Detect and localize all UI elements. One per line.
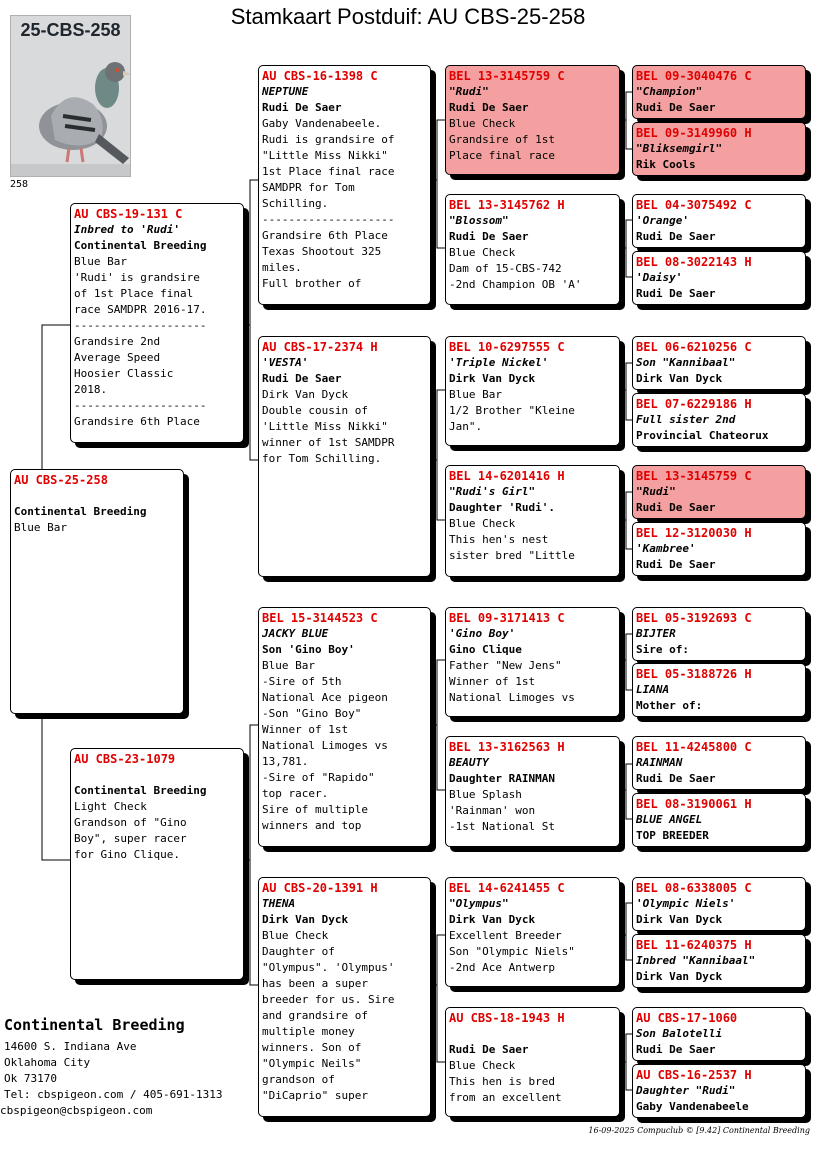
note-line: 'Rainman' won	[449, 804, 536, 817]
breeder: Gino Clique	[449, 643, 522, 656]
pigeon-name: 'Gino Boy'	[449, 627, 516, 640]
note-line: breeder for us. Sire	[262, 993, 395, 1006]
pigeon-name: Son Balotelli	[636, 1027, 723, 1040]
note-line: winners. Son of	[262, 1041, 362, 1054]
note-line: Grandsire of 1st	[449, 133, 555, 146]
note-line: Jan".	[449, 420, 483, 433]
note-line: -1st National St	[449, 820, 555, 833]
note-line: SAMDPR for Tom	[262, 181, 355, 194]
breeder: Sire of:	[636, 643, 689, 656]
pigeon-name: "Champion"	[636, 85, 703, 98]
g4-card-4[interactable]	[632, 251, 806, 305]
note-line: "Little Miss Nikki"	[262, 149, 388, 162]
ring-number: AU CBS-25-258	[14, 473, 108, 487]
blank-line	[14, 488, 180, 504]
note-line: Blue Check	[449, 1059, 516, 1072]
note-line: top racer.	[262, 787, 329, 800]
note-line: Excellent Breeder	[449, 929, 562, 942]
pigeon-name: LIANA	[636, 683, 670, 696]
ring-number: BEL 09-3040476 C	[636, 69, 752, 83]
ring-number: AU CBS-16-2537 H	[636, 1068, 752, 1082]
pigeon-name: Son "Kannibaal"	[636, 356, 736, 369]
pigeon-name: 'VESTA'	[262, 356, 309, 369]
note-line: winner of 1st SAMDPR	[262, 436, 395, 449]
pigeon-name: Daughter "Rudi"	[636, 1084, 736, 1097]
ring-number: AU CBS-17-1060	[636, 1011, 738, 1025]
g4-card-3[interactable]	[632, 194, 806, 248]
note-line: "Olympic Neils"	[262, 1057, 362, 1070]
note-line: This hen is bred	[449, 1075, 555, 1088]
granddam-sire-card[interactable]	[258, 336, 431, 577]
ggp-card-6[interactable]	[445, 736, 620, 847]
note-line: Gaby Vandenabeele.	[262, 117, 382, 130]
note-line: National Limoges vs	[262, 739, 388, 752]
breeder: Rudi De Saer	[636, 1043, 716, 1056]
note-line: This hen's nest	[449, 533, 549, 546]
note-line: Daughter of	[262, 945, 335, 958]
breeder: Continental Breeding	[74, 784, 207, 797]
breeder-name: Continental Breeding	[4, 1016, 185, 1034]
ggp-card-3[interactable]	[445, 336, 620, 446]
ring-number: BEL 10-6297555 C	[449, 340, 565, 354]
pigeon-name: NEPTUNE	[262, 85, 309, 98]
note-line: 1st Place final race	[262, 165, 395, 178]
note-line: Grandsire 6th Place	[74, 415, 200, 428]
pigeon-name: "Rudi"	[636, 485, 676, 498]
ring-number: AU CBS-23-1079	[74, 752, 176, 766]
granddam-dam-card[interactable]	[258, 877, 431, 1117]
pigeon-name: 'Olympic Niels'	[636, 897, 736, 910]
note-line: of 1st Place final	[74, 287, 194, 300]
note-line: Blue Bar	[262, 659, 315, 672]
ring-number: AU CBS-19-131 C	[74, 207, 183, 221]
note-line: and grandsire of	[262, 1009, 368, 1022]
ring-number: AU CBS-16-1398 C	[262, 69, 378, 83]
photo-caption: 258	[10, 179, 29, 190]
breeder: Son 'Gino Boy'	[262, 643, 355, 656]
note-line: winners and top	[262, 819, 362, 832]
g4-card-9[interactable]	[632, 607, 806, 661]
note-line: --------------------	[74, 319, 207, 332]
note-line: grandson of	[262, 1073, 335, 1086]
breeder-contact	[0, 1016, 223, 1119]
breeder: Rudi De Saer	[636, 230, 716, 243]
note-line: Rudi is grandsire of	[262, 133, 395, 146]
note-line: for Tom Schilling.	[262, 452, 382, 465]
note-line: Blue Check	[449, 517, 516, 530]
note-line: 2018.	[74, 383, 108, 396]
breeder: Provincial Chateorux	[636, 429, 769, 442]
breeder: Rudi De Saer	[636, 287, 716, 300]
breeder: Rudi De Saer	[449, 230, 529, 243]
breeder: Rudi De Saer	[262, 101, 342, 114]
breeder: Rudi De Saer	[636, 501, 716, 514]
g4-card-5[interactable]	[632, 336, 806, 390]
g4-card-12[interactable]	[632, 793, 806, 847]
breeder: Dirk Van Dyck	[636, 970, 723, 983]
ggp-card-1[interactable]	[445, 65, 620, 175]
g4-card-2[interactable]	[632, 122, 806, 176]
note-line: Sire of multiple	[262, 803, 368, 816]
photo-label: 25-CBS-258	[20, 20, 121, 40]
g4-card-10[interactable]	[632, 663, 806, 717]
note-line: Double cousin of	[262, 404, 368, 417]
note-line: Blue Splash	[449, 788, 522, 801]
pigeon-name: Inbred "Kannibaal"	[636, 954, 756, 967]
note-line: miles.	[262, 261, 302, 274]
pigeon-name: BEAUTY	[449, 756, 489, 769]
note-line: has been a super	[262, 977, 368, 990]
note-line: Schilling.	[262, 197, 329, 210]
note-line: Average Speed	[74, 351, 161, 364]
breeder: Rudi De Saer	[449, 1043, 529, 1056]
g4-card-6[interactable]	[632, 393, 806, 447]
note-line: Winner of 1st	[449, 675, 536, 688]
breeder: Continental Breeding	[74, 239, 207, 252]
ring-number: BEL 13-3162563 H	[449, 740, 565, 754]
pigeon-name: "Rudi's Girl"	[449, 485, 536, 498]
note-line: Full brother of	[262, 277, 362, 290]
pigeon-name: 'Orange'	[636, 214, 689, 227]
note-line: Blue Check	[449, 246, 516, 259]
ring-number: BEL 09-3171413 C	[449, 611, 565, 625]
pigeon-name: "Olympus"	[449, 897, 509, 910]
note-line: for Gino Clique.	[74, 848, 180, 861]
breeder: Rudi De Saer	[449, 101, 529, 114]
ring-number: BEL 11-4245800 C	[636, 740, 752, 754]
g4-card-11[interactable]	[632, 736, 806, 790]
breeder: Daughter 'Rudi'.	[449, 501, 555, 514]
note-line: Blue Bar	[449, 388, 502, 401]
ring-number: BEL 12-3120030 H	[636, 526, 752, 540]
grandsire-dam-card[interactable]	[258, 607, 431, 847]
city: Oklahoma City	[4, 1056, 91, 1069]
note-line: National Ace pigeon	[262, 691, 388, 704]
ggp-card-8[interactable]	[445, 1007, 620, 1117]
note-line: Dirk Van Dyck	[262, 388, 349, 401]
note-line: --------------------	[74, 399, 207, 412]
breeder: Rudi De Saer	[636, 101, 716, 114]
note-line: Boy", super racer	[74, 832, 187, 845]
note-line: Light Check	[74, 800, 147, 813]
pigeon-name: Full sister 2nd	[636, 413, 736, 426]
note-line: Blue Check	[449, 117, 516, 130]
breeder: Dirk Van Dyck	[636, 913, 723, 926]
ring-number: BEL 04-3075492 C	[636, 198, 752, 212]
ring-number: BEL 06-6210256 C	[636, 340, 752, 354]
pigeon-name: BIJTER	[636, 627, 676, 640]
telephone[interactable]: Tel: cbspigeon.com / 405-691-1313	[4, 1088, 223, 1101]
note-line: -Sire of 5th	[262, 675, 342, 688]
page-title: Stamkaart Postduif: AU CBS-25-258	[230, 4, 586, 29]
note-line: Grandson of "Gino	[74, 816, 187, 829]
breeder: Dirk Van Dyck	[449, 372, 536, 385]
state-zip: Ok 73170	[4, 1072, 57, 1085]
color: Blue Bar	[14, 521, 67, 534]
note-line: Grandsire 2nd	[74, 335, 161, 348]
note-line: -2nd Ace Antwerp	[449, 961, 555, 974]
pigeon-name: BLUE ANGEL	[636, 813, 703, 826]
breeder: Dirk Van Dyck	[262, 913, 349, 926]
breeder: Dirk Van Dyck	[449, 913, 536, 926]
note-line: multiple money	[262, 1025, 355, 1038]
note-line: "DiCaprio" super	[262, 1089, 368, 1102]
pigeon-name: THENA	[262, 897, 296, 910]
ring-number: BEL 08-3190061 H	[636, 797, 752, 811]
note-line: National Limoges vs	[449, 691, 575, 704]
ring-number: BEL 08-3022143 H	[636, 255, 752, 269]
ring-number: AU CBS-18-1943 H	[449, 1011, 565, 1025]
note-line: 'Rudi' is grandsire	[74, 271, 200, 284]
note-line: race SAMDPR 2016-17.	[74, 303, 207, 316]
ring-number: BEL 14-6241455 C	[449, 881, 565, 895]
breeder: Gaby Vandenabeele	[636, 1100, 749, 1113]
note-line: Grandsire 6th Place	[262, 229, 388, 242]
g4-card-15[interactable]	[632, 1007, 806, 1061]
pigeon-name: "Bliksemgirl"	[636, 142, 723, 155]
subject-card[interactable]	[10, 469, 184, 714]
note-line: Texas Shootout 325	[262, 245, 382, 258]
g4-card-16[interactable]	[632, 1064, 806, 1118]
breeder: Mother of:	[636, 699, 703, 712]
ggp-card-5[interactable]	[445, 607, 620, 717]
ggp-card-2[interactable]	[445, 194, 620, 305]
note-line: Blue Bar	[74, 255, 127, 268]
dam-card[interactable]	[70, 748, 244, 980]
pigeon-name: RAINMAN	[636, 756, 683, 769]
ring-number: BEL 08-6338005 C	[636, 881, 752, 895]
ggp-card-7[interactable]	[445, 877, 620, 987]
pigeon-name: "Rudi"	[449, 85, 489, 98]
g4-card-8[interactable]	[632, 522, 806, 576]
sire-card[interactable]	[70, 203, 244, 443]
breeder: Dirk Van Dyck	[636, 372, 723, 385]
note-line: sister bred "Little	[449, 549, 575, 562]
note-line: Blue Check	[262, 929, 329, 942]
note-line: 1/2 Brother "Kleine	[449, 404, 575, 417]
pigeon-name: 'Kambree'	[636, 542, 696, 555]
blank-line	[74, 767, 240, 783]
g4-card-1[interactable]	[632, 65, 806, 119]
pigeon-name	[449, 1026, 616, 1042]
ring-number: AU CBS-20-1391 H	[262, 881, 378, 895]
ring-number: BEL 13-3145762 H	[449, 198, 565, 212]
note-line: Son "Olympic Niels"	[449, 945, 575, 958]
g4-card-14[interactable]	[632, 934, 806, 988]
note-line: Winner of 1st	[262, 723, 349, 736]
note-line: -2nd Champion OB 'A'	[449, 278, 582, 291]
g4-card-13[interactable]	[632, 877, 806, 931]
breeder: Rudi De Saer	[636, 558, 716, 571]
pigeon-name: 'Triple Nickel'	[449, 356, 549, 369]
address: 14600 S. Indiana Ave	[4, 1040, 137, 1053]
note-line: Dam of 15-CBS-742	[449, 262, 562, 275]
pigeon-name: "Blossom"	[449, 214, 509, 227]
pigeon-name: 'Daisy'	[636, 271, 683, 284]
pigeon-name: Inbred to 'Rudi'	[74, 223, 180, 236]
grandsire-sire-card[interactable]	[258, 65, 431, 305]
g4-card-7[interactable]	[632, 465, 806, 519]
ring-number: BEL 07-6229186 H	[636, 397, 752, 411]
ring-number: BEL 14-6201416 H	[449, 469, 565, 483]
ring-number: BEL 15-3144523 C	[262, 611, 378, 625]
breeder: Rik Cools	[636, 158, 696, 171]
note-line: Hoosier Classic	[74, 367, 174, 380]
note-line: 13,781.	[262, 755, 309, 768]
ring-number: BEL 05-3192693 C	[636, 611, 752, 625]
breeder: TOP BREEDER	[636, 829, 709, 842]
note-line: -Sire of "Rapido"	[262, 771, 375, 784]
breeder: Rudi De Saer	[636, 772, 716, 785]
note-line: -Son "Gino Boy"	[262, 707, 362, 720]
email[interactable]: cbspigeon@cbspigeon.com	[0, 1104, 153, 1117]
ring-number: BEL 13-3145759 C	[636, 469, 752, 483]
ring-number: BEL 09-3149960 H	[636, 126, 752, 140]
breeder: Continental Breeding	[14, 505, 147, 518]
note-line: from an excellent	[449, 1091, 562, 1104]
breeder: Daughter RAINMAN	[449, 772, 555, 785]
breeder: Rudi De Saer	[262, 372, 342, 385]
ring-number: BEL 05-3188726 H	[636, 667, 752, 681]
note-line: Place final race	[449, 149, 555, 162]
note-line: "Olympus". 'Olympus'	[262, 961, 395, 974]
ring-number: BEL 11-6240375 H	[636, 938, 752, 952]
ggp-card-4[interactable]	[445, 465, 620, 577]
footer-info: 16-09-2025 Compuclub © [9.42] Continental Breeding	[588, 1126, 810, 1135]
note-line: 'Little Miss Nikki"	[262, 420, 388, 433]
note-line: Father "New Jens"	[449, 659, 562, 672]
ring-number: BEL 13-3145759 C	[449, 69, 565, 83]
note-line: --------------------	[262, 213, 395, 226]
ring-number: AU CBS-17-2374 H	[262, 340, 378, 354]
pigeon-name: JACKY BLUE	[262, 627, 329, 640]
